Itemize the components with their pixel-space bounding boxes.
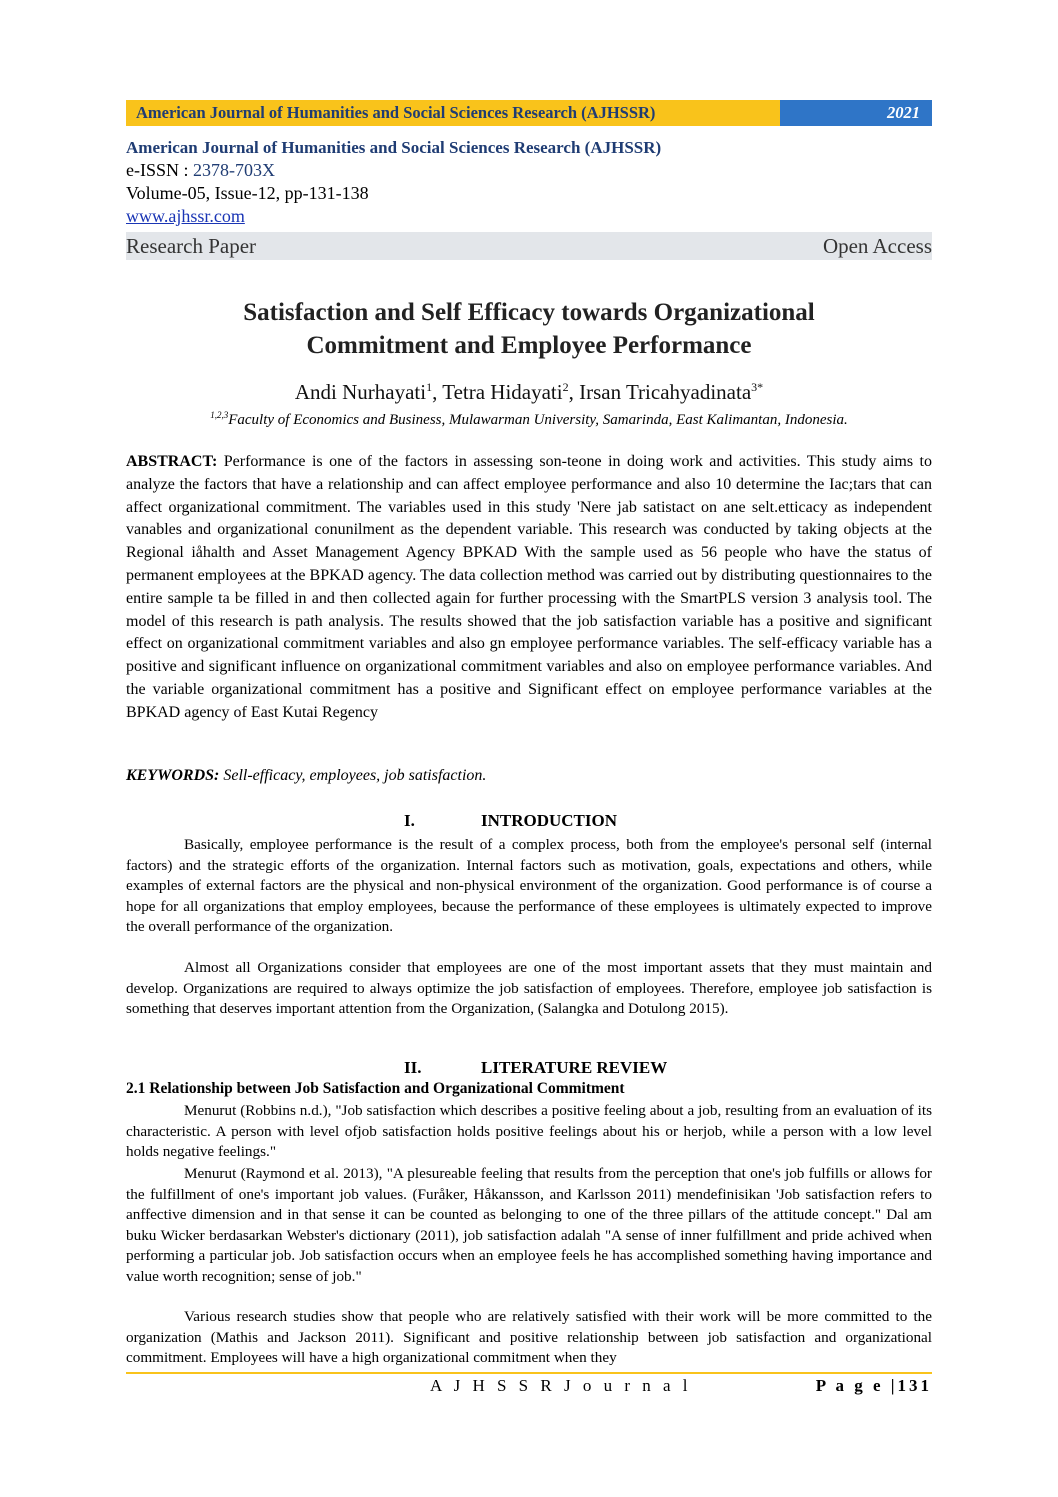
abstract	[126, 451, 932, 725]
footer-page-label: P a g e |	[815, 1376, 898, 1395]
footer-journal: A J H S S R J o u r n a l	[430, 1376, 692, 1395]
title-line-1: Satisfaction and Self Efficacy towards Organizational	[243, 299, 815, 326]
issn-label: e-ISSN :	[126, 160, 193, 180]
journal-meta	[126, 136, 932, 228]
section-number: II.	[404, 1058, 422, 1077]
website-link[interactable]: www.ajhssr.com	[126, 206, 245, 226]
meta-journal-name: American Journal of Humanities and Social Sciences Research (AJHSSR)	[126, 138, 662, 157]
abstract-text: Performance is one of the factors in assessing son-teone in doing work and activities. This study aims to analyze the factors that have a relationship and can affect employee performance and also 10 determine the Iac;tars that can affect organizational commitment. The variables used in this study 'Nere jab satistact on ane selt.etticacy as independent vanables and organizational conunilment as the dependent variable. This research was conducted by taking objects at the Regional iåhalth and Asset Management Agency BPKAD With the sample used as 56 people who have the status of permanent employees at the BPKAD agency. The data collection method was carried out by distributing questionnaires to the entire sample ta be filled in and then collected again for further processing with the SmartPLS version 3 analysis tool. The model of this research is path analysis. The results showed that the job satisfaction variable has a positive and significant effect on organizational commitment variables and also gn employee performance variables. The self-efficacy variable has a positive and significant influence on organizational commitment variables and also on employee performance variables. And the variable organizational commitment has a positive and Significant effect on employee performance variables at the BPKAD agency of East Kutai Regency	[126, 453, 932, 721]
header-journal-name: American Journal of Humanities and Social Sciences Research (AJHSSR)	[126, 100, 780, 126]
author-sep: ,	[432, 380, 443, 404]
affiliation-text: Faculty of Economics and Business, Mulawarman University, Samarinda, East Kalimantan, Indonesia.	[228, 412, 848, 428]
affiliation	[126, 410, 932, 429]
abstract-label: ABSTRACT:	[126, 453, 218, 470]
paper-title	[126, 296, 932, 362]
intro-paragraph-2: Almost all Organizations consider that employees are one of the most important assets that they must maintain and develop. Organizations are required to always optimize the job satisfaction of employees. Therefore, employee job satisfaction is something that deserves important attention from the Organization, (Salangka and Dotulong 2015).	[126, 959, 932, 1017]
section-name: LITERATURE REVIEW	[481, 1058, 668, 1077]
keywords	[126, 767, 932, 785]
subsection-heading: 2.1 Relationship between Job Satisfaction and Organizational Commitment	[126, 1080, 625, 1097]
section-number: I.	[404, 811, 415, 830]
keywords-text: Sell-efficacy, employees, job satisfaction.	[219, 767, 487, 784]
footer-rule	[126, 1372, 932, 1374]
author-3-sup: 3*	[751, 380, 764, 394]
access-type: Open Access	[822, 233, 932, 258]
title-line-2: Commitment and Employee Performance	[306, 332, 752, 359]
paper-type: Research Paper	[126, 233, 257, 258]
header-year: 2021	[780, 100, 932, 126]
journal-header-bar	[126, 100, 932, 126]
footer-page-number: 131	[897, 1376, 932, 1395]
volume-line: Volume-05, Issue-12, pp-131-138	[126, 183, 369, 203]
paper-type-bar	[126, 232, 932, 260]
issn-line	[126, 159, 932, 182]
affiliation-sup: 1,2,3	[210, 410, 229, 420]
literature-paragraph-3: Various research studies show that people who are relatively satisfied with their work will be more committed to the organization (Mathis and Jackson 2011). Significant and positive relationship between job satisfaction and organizational commitment. Employees will have a high organizational commitment when they	[126, 1308, 932, 1366]
author-list	[126, 380, 932, 405]
keywords-label: KEYWORDS:	[126, 767, 220, 784]
author-2: Tetra Hidayati	[442, 380, 563, 404]
footer-page	[816, 1376, 932, 1396]
section-name: INTRODUCTION	[481, 811, 618, 830]
literature-paragraph-1: Menurut (Robbins n.d.), "Job satisfaction which describes a positive feeling about a job, resulting from an evaluation of its characteristic. A person with level ofjob satisfaction holds positive feelings about his or herjob, while a person with a low level holds negative feelings."	[126, 1102, 932, 1160]
author-1: Andi Nurhayati	[294, 380, 427, 404]
author-2-sup: 2	[562, 380, 569, 394]
intro-paragraph-1: Basically, employee performance is the result of a complex process, both from the employee's personal self (internal factors) and the strategic efforts of the organization. Internal factors such as motivation, goals, expectations and others, while examples of external factors are the physical and non-physical environment of the organization. Good performance is of course a hope for all organizations that employ employees, because the performance of these employees is ultimately expected to improve the overall performance of the organization.	[126, 836, 932, 935]
issn-value: 2378-703X	[193, 160, 275, 180]
author-sep: ,	[568, 380, 580, 404]
literature-paragraph-2: Menurut (Raymond et al. 2013), "A plesureable feeling that results from the perception that one's job fulfills or allows for the fulfillment of one's important job values. (Furåker, Håkansson, and Karlsson 2011) mendefinisikan 'Job satisfaction refers to anffective dimension and in that sense it can be counted as belonging to one of the three pillars of the attitude concept." Dal am buku Wicker berdasarkan Webster's dictionary (2011), job satisfaction adalah "A sense of inner fulfillment and pride achived when performing a particular job. Job satisfaction occurs when an employee feels he has accomplished something having importance and value worth recognition; sense of job."	[126, 1165, 932, 1285]
author-1-sup: 1	[426, 380, 433, 394]
author-3: Irsan Tricahyadinata	[579, 380, 752, 404]
